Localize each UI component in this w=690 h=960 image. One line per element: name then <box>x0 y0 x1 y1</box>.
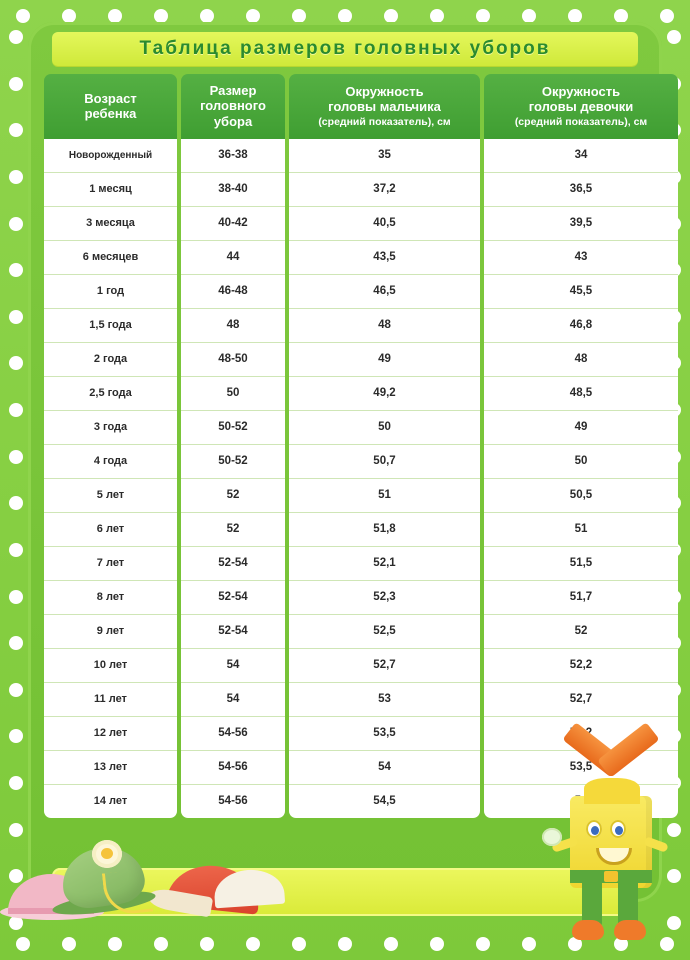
border-dot <box>9 403 23 417</box>
table-row <box>44 547 678 581</box>
border-dot <box>476 937 490 951</box>
mascot-hand-left <box>542 828 562 846</box>
cell-girl: 51 <box>484 513 678 547</box>
border-dot <box>9 729 23 743</box>
border-dot <box>660 9 674 23</box>
cell-size: 52-54 <box>181 615 285 649</box>
table-row <box>44 513 678 547</box>
cell-age: 6 лет <box>44 513 177 547</box>
cell-boy: 51,8 <box>289 513 480 547</box>
cell-size: 52 <box>181 479 285 513</box>
cell-size: 50 <box>181 377 285 411</box>
cell-age: 6 месяцев <box>44 241 177 275</box>
table-row <box>44 207 678 241</box>
cell-age: 4 года <box>44 445 177 479</box>
cell-boy: 46,5 <box>289 275 480 309</box>
cell-boy: 51 <box>289 479 480 513</box>
table-row <box>44 649 678 683</box>
column-header-boy-line1: Окружность <box>345 83 424 99</box>
border-dot <box>338 937 352 951</box>
table-head <box>44 74 678 139</box>
mascot-shoe-right <box>614 920 646 940</box>
cell-age: 5 лет <box>44 479 177 513</box>
cell-boy: 52,3 <box>289 581 480 615</box>
column-header-size-line1: Размер <box>209 83 257 98</box>
border-dot <box>9 543 23 557</box>
cell-boy: 40,5 <box>289 207 480 241</box>
table-row <box>44 479 678 513</box>
cell-size: 48 <box>181 309 285 343</box>
border-dot <box>9 77 23 91</box>
cell-girl: 52,7 <box>484 683 678 717</box>
cell-boy: 54,5 <box>289 785 480 818</box>
border-dot <box>568 9 582 23</box>
cell-boy: 43,5 <box>289 241 480 275</box>
poster-title-bar <box>52 32 638 66</box>
table-header-row <box>44 74 678 139</box>
column-header-girl-subtitle: (средний показатель), см <box>514 115 648 128</box>
column-header-boy-line2: головы мальчика <box>328 99 441 115</box>
border-dot <box>62 937 76 951</box>
hat-flower-core-icon <box>101 848 113 859</box>
cell-age: 13 лет <box>44 751 177 785</box>
border-dot <box>9 869 23 883</box>
table-row <box>44 139 678 173</box>
border-dot <box>667 30 681 44</box>
border-dot <box>9 217 23 231</box>
cell-size: 44 <box>181 241 285 275</box>
border-dot <box>9 683 23 697</box>
cell-size: 40-42 <box>181 207 285 241</box>
cell-boy: 49,2 <box>289 377 480 411</box>
border-dot <box>430 937 444 951</box>
border-dot <box>9 123 23 137</box>
cell-girl: 51,7 <box>484 581 678 615</box>
size-table-container <box>40 74 650 818</box>
border-dot <box>522 937 536 951</box>
border-dot <box>9 170 23 184</box>
border-dot <box>9 590 23 604</box>
cell-boy: 50 <box>289 411 480 445</box>
cell-age: 1 месяц <box>44 173 177 207</box>
cell-age: 9 лет <box>44 615 177 649</box>
column-header-girl-line1: Окружность <box>541 83 621 99</box>
cell-girl: 49 <box>484 411 678 445</box>
border-dot <box>108 9 122 23</box>
border-dot <box>246 937 260 951</box>
cell-size: 52-54 <box>181 581 285 615</box>
column-header-size <box>181 74 285 139</box>
border-dot <box>9 310 23 324</box>
cell-size: 54 <box>181 649 285 683</box>
mascot-hair <box>584 778 640 804</box>
border-dot <box>292 9 306 23</box>
cell-girl: 50 <box>484 445 678 479</box>
border-dot <box>9 450 23 464</box>
table-row <box>44 683 678 717</box>
cell-size: 52-54 <box>181 547 285 581</box>
cell-boy: 37,2 <box>289 173 480 207</box>
cell-girl: 53,5 <box>484 751 678 785</box>
table-row <box>44 241 678 275</box>
cell-size: 52 <box>181 513 285 547</box>
column-header-age-line1: Возраст <box>84 90 137 106</box>
cell-size: 50-52 <box>181 445 285 479</box>
table-row <box>44 615 678 649</box>
column-header-boy-circumference <box>289 74 480 139</box>
cell-age: 2,5 года <box>44 377 177 411</box>
border-dot <box>62 9 76 23</box>
cell-age: 12 лет <box>44 717 177 751</box>
cell-age: 1,5 года <box>44 309 177 343</box>
border-dot <box>154 9 168 23</box>
column-header-size-line3: убора <box>213 113 253 129</box>
column-header-age-line2: ребенка <box>84 105 137 121</box>
border-dot <box>200 9 214 23</box>
cell-age: Новорожденный <box>44 139 177 173</box>
table-body <box>44 139 678 818</box>
cell-size: 54-56 <box>181 785 285 818</box>
mascot-house-boy-icon <box>550 748 672 948</box>
cell-age: 1 год <box>44 275 177 309</box>
border-dot <box>384 9 398 23</box>
cell-girl: 50,5 <box>484 479 678 513</box>
cell-boy: 53,5 <box>289 717 480 751</box>
cell-size: 46-48 <box>181 275 285 309</box>
border-dot <box>9 776 23 790</box>
cell-girl: 45,5 <box>484 275 678 309</box>
border-dot <box>522 9 536 23</box>
cell-boy: 52,1 <box>289 547 480 581</box>
cell-girl: 48,5 <box>484 377 678 411</box>
cell-size: 54-56 <box>181 717 285 751</box>
cell-size: 50-52 <box>181 411 285 445</box>
border-dot <box>9 496 23 510</box>
cell-girl: 43 <box>484 241 678 275</box>
cell-girl: 52,2 <box>484 649 678 683</box>
border-dot <box>9 356 23 370</box>
cell-girl: 46,8 <box>484 309 678 343</box>
border-dot <box>9 823 23 837</box>
cell-age: 11 лет <box>44 683 177 717</box>
cell-size: 36-38 <box>181 139 285 173</box>
table-row <box>44 343 678 377</box>
cell-age: 10 лет <box>44 649 177 683</box>
border-dot <box>200 937 214 951</box>
cell-boy: 50,7 <box>289 445 480 479</box>
cell-size: 54 <box>181 683 285 717</box>
cell-boy: 53 <box>289 683 480 717</box>
cell-boy: 54 <box>289 751 480 785</box>
border-dot <box>292 937 306 951</box>
cell-age: 8 лет <box>44 581 177 615</box>
page-title: Таблица размеров головных уборов <box>139 38 551 59</box>
border-dot <box>338 9 352 23</box>
cell-girl: 52 <box>484 615 678 649</box>
border-dot <box>9 263 23 277</box>
cell-girl: 34 <box>484 139 678 173</box>
border-dot <box>614 9 628 23</box>
dot-border-left <box>9 30 23 930</box>
column-header-size-line2: головного <box>200 98 266 114</box>
column-header-girl-line2: головы девочки <box>528 99 634 115</box>
cell-size: 54-56 <box>181 751 285 785</box>
mascot-belt-buckle <box>604 871 618 882</box>
cell-size: 38-40 <box>181 173 285 207</box>
cell-boy: 35 <box>289 139 480 173</box>
table-row <box>44 275 678 309</box>
table-row <box>44 173 678 207</box>
border-dot <box>108 937 122 951</box>
mascot-pupil-right <box>615 826 623 835</box>
dot-border-top <box>16 9 674 23</box>
border-dot <box>9 636 23 650</box>
size-table <box>40 74 682 818</box>
cell-age: 3 месяца <box>44 207 177 241</box>
mascot-pupil-left <box>591 826 599 835</box>
border-dot <box>384 937 398 951</box>
border-dot <box>16 937 30 951</box>
column-header-girl-circumference <box>484 74 678 139</box>
table-row <box>44 377 678 411</box>
border-dot <box>246 9 260 23</box>
table-row <box>44 309 678 343</box>
table-row <box>44 445 678 479</box>
cell-size: 48-50 <box>181 343 285 377</box>
cell-girl: 39,5 <box>484 207 678 241</box>
cell-boy: 52,7 <box>289 649 480 683</box>
column-header-age <box>44 74 177 139</box>
cell-girl: 36,5 <box>484 173 678 207</box>
cell-age: 7 лет <box>44 547 177 581</box>
border-dot <box>476 9 490 23</box>
cell-boy: 48 <box>289 309 480 343</box>
cell-boy: 52,5 <box>289 615 480 649</box>
border-dot <box>154 937 168 951</box>
border-dot <box>430 9 444 23</box>
cell-age: 3 года <box>44 411 177 445</box>
cell-girl: 48 <box>484 343 678 377</box>
table-row <box>44 411 678 445</box>
cell-boy: 49 <box>289 343 480 377</box>
border-dot <box>9 30 23 44</box>
cell-girl: 51,5 <box>484 547 678 581</box>
table-row <box>44 581 678 615</box>
cell-age: 2 года <box>44 343 177 377</box>
mascot-shoe-left <box>572 920 604 940</box>
column-header-boy-subtitle: (средний показатель), см <box>318 115 451 128</box>
border-dot <box>16 9 30 23</box>
cell-age: 14 лет <box>44 785 177 818</box>
